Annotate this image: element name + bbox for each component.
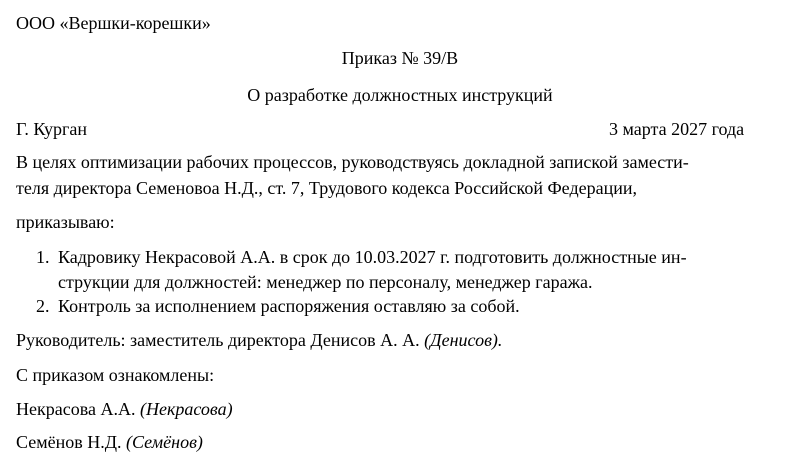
- acknowledgement-title: С приказом ознакомлены:: [16, 365, 215, 385]
- preamble-line-2: теля директора Семеновоа Н.Д., ст. 7, Трудового кодекса Российской Федерации,: [16, 178, 637, 198]
- employee-signature: (Семёнов): [126, 432, 203, 452]
- company-name: ООО «Вершки-корешки»: [16, 13, 211, 33]
- order-directive-word: приказываю:: [16, 212, 115, 232]
- order-subject: О разработке должностных инструкций: [247, 85, 553, 105]
- list-item-number: 1.: [36, 247, 50, 267]
- employee-name: Некрасова А.А.: [16, 399, 140, 419]
- head-signature-line: [16, 329, 502, 351]
- list-item-text-line: Кадровику Некрасовой А.А. в срок до 10.03.2027 г. подготовить должностные ин-: [58, 247, 687, 267]
- list-item-text-line: струкции для должностей: менеджер по персоналу, менеджер гаража.: [58, 272, 593, 292]
- employee-name: Семёнов Н.Д.: [16, 432, 127, 452]
- head-name: Руководитель: заместитель директора Денисов А. А.: [16, 330, 425, 350]
- order-date: 3 марта 2027 года: [609, 119, 745, 139]
- head-signature-period: .: [497, 330, 503, 350]
- list-item-text-line: Контроль за исполнением распоряжения оставляю за собой.: [58, 296, 520, 316]
- preamble-line-1: В целях оптимизации рабочих процессов, руководствуясь докладной запиской замести-: [16, 152, 689, 172]
- list-item-number: 2.: [36, 296, 50, 316]
- head-signature: (Денисов): [424, 330, 498, 350]
- acknowledgement-row: [16, 431, 203, 453]
- order-city: Г. Курган: [16, 119, 88, 139]
- acknowledgement-row: [16, 398, 233, 420]
- order-title: Приказ № 39/В: [341, 48, 459, 68]
- employee-signature: (Некрасова): [139, 399, 233, 419]
